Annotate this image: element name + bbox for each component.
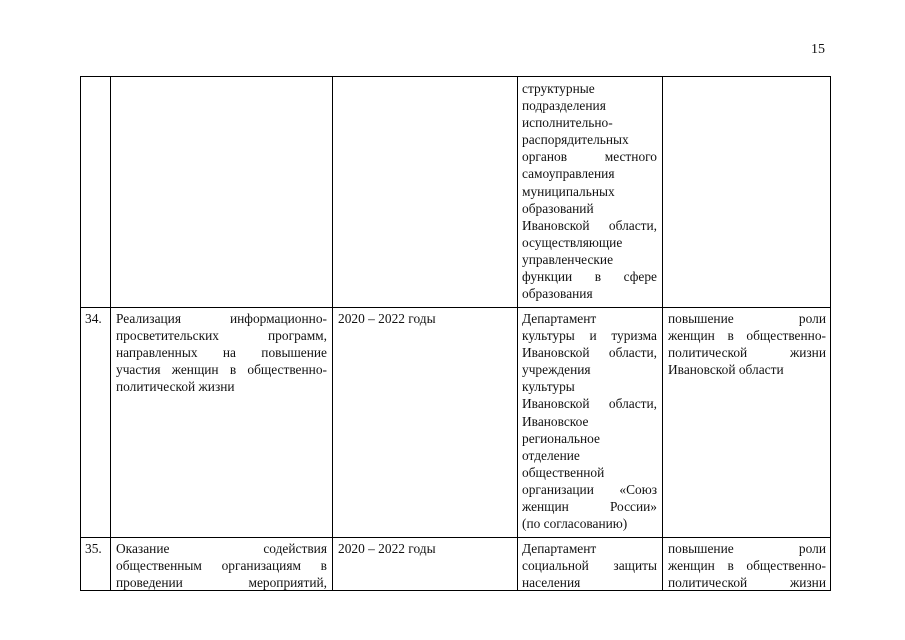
cell-line: организации «Союз	[522, 481, 657, 497]
cell-line: политической жизни	[668, 345, 826, 361]
column-divider	[517, 77, 518, 590]
row-number: 35.	[85, 541, 102, 556]
executor-cell	[522, 310, 657, 532]
result-cell	[668, 310, 826, 378]
cell-line: Департамент	[522, 311, 597, 326]
cell-line: Департамент	[522, 541, 597, 556]
cell-line: структурные	[522, 81, 595, 96]
cell-line: участия женщин в общественно-	[116, 362, 327, 378]
cell-line: женщин в общественно-	[668, 328, 826, 344]
event-cell	[116, 310, 327, 395]
cell-line: управленческие	[522, 251, 614, 267]
page-number: 15	[811, 42, 825, 57]
cell-line: общественным организациям в	[116, 558, 327, 574]
cell-line: образований	[522, 200, 594, 216]
cell-line: культуры	[522, 379, 575, 395]
cell-line: женщин России»	[522, 499, 657, 515]
row-divider	[81, 537, 830, 538]
executor-cell	[522, 80, 657, 302]
column-divider	[662, 77, 663, 590]
cell-line: исполнительно-	[522, 115, 613, 131]
period-cell: 2020 – 2022 годы	[338, 541, 436, 556]
cell-line: Реализация информационно-	[116, 311, 327, 326]
cell-line: культуры и туризма	[522, 328, 657, 344]
cell-line: просветительских программ,	[116, 328, 327, 344]
cell-line: повышение роли	[668, 541, 826, 556]
cell-line: учреждения	[522, 362, 591, 378]
cell-line: региональное	[522, 430, 600, 446]
cell-line: социальной защиты	[522, 558, 657, 574]
cell-line: женщин в общественно-	[668, 558, 826, 574]
cell-line: Ивановской области,	[522, 217, 657, 233]
cell-line: Ивановской области,	[522, 345, 657, 361]
cell-line: отделение	[522, 447, 580, 463]
cell-line: осуществляющие	[522, 234, 623, 250]
cell-line: Ивановской области	[668, 362, 784, 378]
row-number: 34.	[85, 311, 102, 326]
cell-line: проведении мероприятий,	[116, 575, 327, 591]
result-cell	[668, 540, 826, 591]
cell-line: повышение роли	[668, 311, 826, 326]
cell-line: населения	[522, 575, 581, 591]
cell-line: (по согласованию)	[522, 516, 628, 532]
period-cell: 2020 – 2022 годы	[338, 311, 436, 326]
executor-cell	[522, 540, 657, 591]
cell-line: политической жизни	[668, 575, 826, 591]
cell-line: Ивановское	[522, 413, 589, 429]
cell-line: органов местного	[522, 149, 657, 165]
column-divider	[332, 77, 333, 590]
event-cell	[116, 540, 327, 591]
cell-line: функции в сфере	[522, 269, 657, 285]
cell-line: Оказание содействия	[116, 541, 327, 556]
row-divider	[81, 307, 830, 308]
measures-table	[80, 76, 831, 591]
cell-line: образования	[522, 286, 593, 302]
cell-line: политической жизни	[116, 379, 235, 395]
cell-line: Ивановской области,	[522, 396, 657, 412]
cell-line: самоуправления	[522, 166, 615, 182]
cell-line: направленных на повышение	[116, 345, 327, 361]
cell-line: муниципальных	[522, 183, 615, 199]
cell-line: общественной	[522, 464, 605, 480]
cell-line: распорядительных	[522, 132, 629, 148]
column-divider	[110, 77, 111, 590]
cell-line: подразделения	[522, 98, 606, 114]
